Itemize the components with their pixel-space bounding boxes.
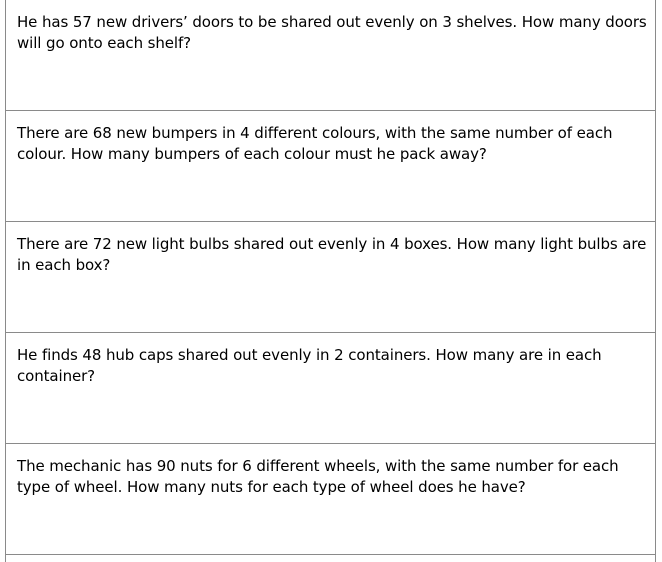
problem-text-5: The mechanic has 90 nuts for 6 different wheels, with the same number for each type of wheel. How many nuts for each type of wheel does he have? [17, 457, 619, 496]
problem-box-4 [6, 333, 655, 444]
problem-box-3 [6, 222, 655, 333]
problem-box-2 [6, 111, 655, 222]
problem-text-3: There are 72 new light bulbs shared out evenly in 4 boxes. How many light bulbs are in each box? [17, 235, 647, 274]
problem-box-5 [6, 444, 655, 555]
problem-text-2: There are 68 new bumpers in 4 different colours, with the same number of each colour. How many bumpers of each colour must he pack away? [17, 124, 613, 163]
problem-text-1: He has 57 new drivers’ doors to be shared out evenly on 3 shelves. How many doors will go onto each shelf? [17, 13, 647, 52]
problem-box-1 [6, 0, 655, 111]
worksheet-table [5, 0, 656, 562]
problem-text-4: He finds 48 hub caps shared out evenly in 2 containers. How many are in each container? [17, 346, 602, 385]
